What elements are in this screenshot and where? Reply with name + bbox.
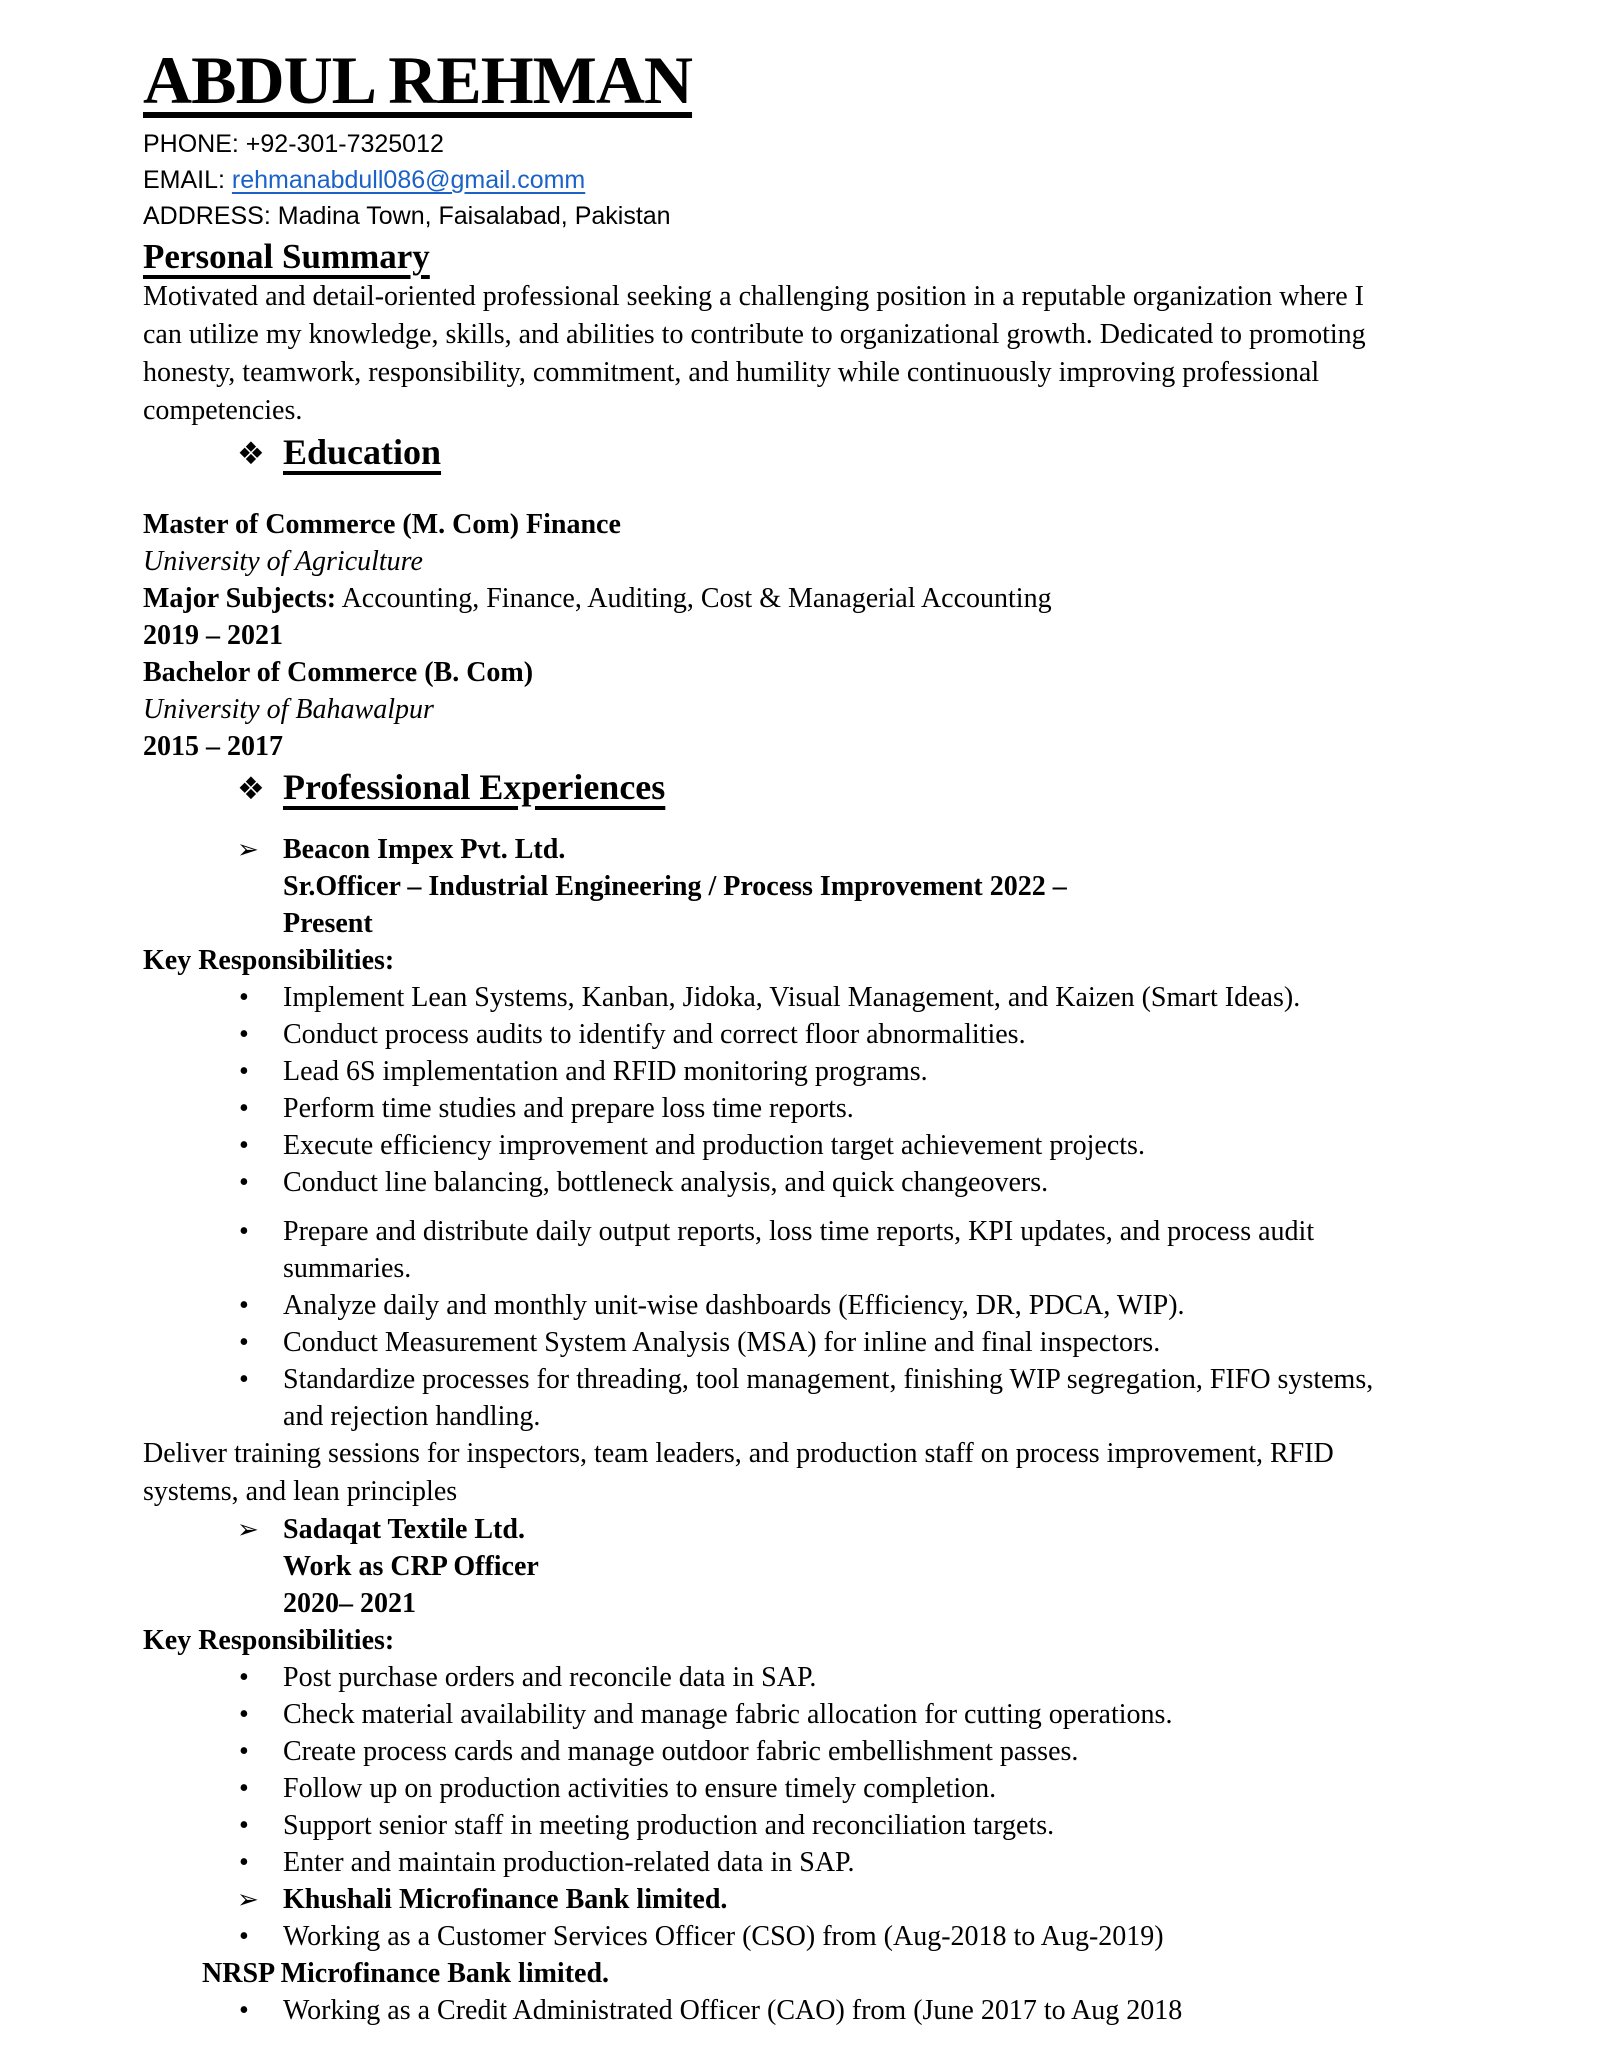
bullet-list bbox=[143, 1992, 1383, 2029]
responsibilities-label: Key Responsibilities: bbox=[143, 1625, 395, 1656]
resume-name: ABDUL REHMAN bbox=[143, 42, 693, 118]
summary-heading-label: Personal Summary bbox=[143, 237, 430, 276]
job-title-line: Work as CRP Officer bbox=[283, 1551, 539, 1582]
years: 2019 – 2021 bbox=[143, 620, 283, 651]
bullet-item: • Check material availability and manage fabric allocation for cutting operations. bbox=[283, 1696, 1383, 1733]
majors-line bbox=[143, 580, 1383, 617]
arrow-icon: ➢ bbox=[237, 1515, 259, 1545]
job-entry bbox=[143, 1511, 1383, 1881]
bullet-list bbox=[143, 1659, 1383, 1881]
address-value: Madina Town, Faisalabad, Pakistan bbox=[277, 202, 671, 230]
diamond-icon: ❖ bbox=[237, 436, 265, 472]
bullet-item: • Create process cards and manage outdoor fabric embellishment passes. bbox=[283, 1733, 1383, 1770]
years: 2015 – 2017 bbox=[143, 731, 283, 762]
bullet-list bbox=[143, 1918, 1383, 1955]
experience-heading-label: Professional Experiences bbox=[283, 767, 666, 807]
job-title-line: Present bbox=[283, 908, 373, 939]
resume-content bbox=[143, 44, 1383, 2029]
contact-line-address bbox=[143, 198, 1383, 234]
phone-label: PHONE: bbox=[143, 130, 246, 158]
bullet-item: • Lead 6S implementation and RFID monitoring programs. bbox=[283, 1053, 1383, 1090]
institution: University of Agriculture bbox=[143, 546, 423, 577]
bullet-item: • Follow up on production activities to ensure timely completion. bbox=[283, 1770, 1383, 1807]
job-company-row bbox=[143, 831, 1383, 868]
contact-line-phone bbox=[143, 126, 1383, 162]
degree: Bachelor of Commerce (B. Com) bbox=[143, 657, 534, 688]
bullet-item: • Support senior staff in meeting production and reconciliation targets. bbox=[283, 1807, 1383, 1844]
bullet-item: • Conduct Measurement System Analysis (MSA) for inline and final inspectors. bbox=[283, 1324, 1383, 1361]
responsibilities-label: Key Responsibilities: bbox=[143, 945, 395, 976]
bullet-list bbox=[143, 979, 1383, 1435]
diamond-icon: ❖ bbox=[237, 771, 265, 807]
arrow-icon: ➢ bbox=[237, 1885, 259, 1915]
education-heading-label: Education bbox=[283, 432, 442, 472]
degree: Master of Commerce (M. Com) Finance bbox=[143, 509, 621, 540]
email-link[interactable]: rehmanabdull086@gmail.comm bbox=[231, 166, 586, 194]
job-company-row bbox=[143, 1511, 1383, 1548]
address-label: ADDRESS: bbox=[143, 202, 278, 230]
bullet-item: • Prepare and distribute daily output reports, loss time reports, KPI updates, and process audit summaries. bbox=[283, 1213, 1383, 1287]
job-entry bbox=[143, 1955, 1383, 2029]
bullet-item: • Conduct line balancing, bottleneck analysis, and quick changeovers. bbox=[283, 1164, 1383, 1201]
institution: University of Bahawalpur bbox=[143, 694, 434, 725]
bullet-item: • Working as a Customer Services Officer (CSO) from (Aug-2018 to Aug-2019) bbox=[283, 1918, 1383, 1955]
company-name: Beacon Impex Pvt. Ltd. bbox=[283, 834, 566, 865]
phone-value: +92-301-7325012 bbox=[245, 130, 444, 158]
contact-block bbox=[143, 126, 1383, 234]
bullet-item: • Analyze daily and monthly unit-wise dashboards (Efficiency, DR, PDCA, WIP). bbox=[283, 1287, 1383, 1324]
job-entry bbox=[143, 1881, 1383, 1955]
majors-label: Major Subjects: bbox=[143, 583, 337, 614]
job-entry bbox=[143, 831, 1383, 1511]
email-label: EMAIL: bbox=[143, 166, 232, 194]
summary-paragraph: Motivated and detail-oriented professional seeking a challenging position in a reputable organization where I can utilize my knowledge, skills, and abilities to contribute to organizational growth. Dedicated to promoting honesty, teamwork, responsibility, commitment, and humility while continuously improving professional competencies. bbox=[143, 281, 1366, 426]
bullet-item: • Enter and maintain production-related data in SAP. bbox=[283, 1844, 1383, 1881]
training-note: Deliver training sessions for inspectors, team leaders, and production staff on process improvement, RFID systems, and lean principles bbox=[143, 1438, 1334, 1507]
bullet-item: • Post purchase orders and reconcile data in SAP. bbox=[283, 1659, 1383, 1696]
majors-value: Accounting, Finance, Auditing, Cost & Managerial Accounting bbox=[336, 583, 1052, 614]
company-name: Khushali Microfinance Bank limited. bbox=[283, 1884, 728, 1915]
job-title-line: Sr.Officer – Industrial Engineering / Process Improvement 2022 – bbox=[283, 871, 1067, 902]
bullet-item: • Perform time studies and prepare loss time reports. bbox=[283, 1090, 1383, 1127]
summary-heading bbox=[143, 236, 1383, 278]
contact-line-email bbox=[143, 162, 1383, 198]
education-entry bbox=[143, 506, 1383, 654]
education-entry bbox=[143, 654, 1383, 765]
section-heading-experience bbox=[143, 765, 1383, 811]
bullet-item: • Conduct process audits to identify and correct floor abnormalities. bbox=[283, 1016, 1383, 1053]
company-name: Sadaqat Textile Ltd. bbox=[283, 1514, 525, 1545]
job-company-row bbox=[143, 1881, 1383, 1918]
bullet-item: • Standardize processes for threading, tool management, finishing WIP segregation, FIFO systems, and rejection handling. bbox=[283, 1361, 1383, 1435]
arrow-icon: ➢ bbox=[237, 835, 259, 865]
bullet-item: • Implement Lean Systems, Kanban, Jidoka, Visual Management, and Kaizen (Smart Ideas). bbox=[283, 979, 1383, 1016]
job-title-line: 2020– 2021 bbox=[283, 1588, 416, 1619]
section-heading-education bbox=[143, 430, 1383, 476]
bullet-item: • Execute efficiency improvement and production target achievement projects. bbox=[283, 1127, 1383, 1164]
company-name: NRSP Microfinance Bank limited. bbox=[202, 1958, 610, 1989]
bullet-item: • Working as a Credit Administrated Officer (CAO) from (June 2017 to Aug 2018 bbox=[283, 1992, 1383, 2029]
